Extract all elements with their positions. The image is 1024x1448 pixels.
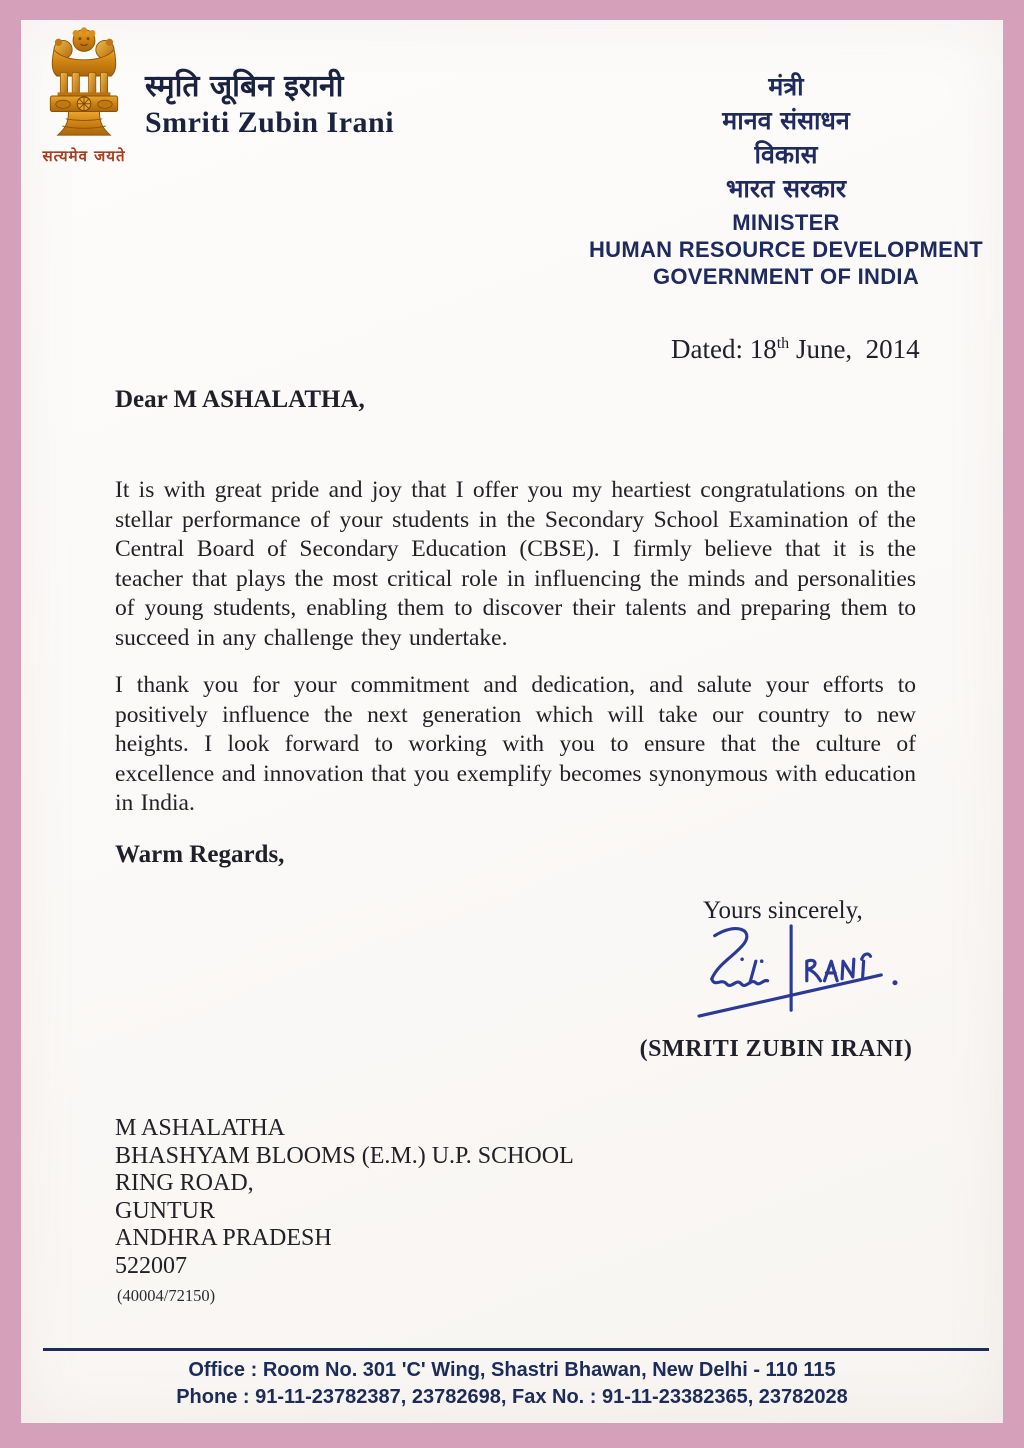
sender-name-hindi: स्मृति जूबिन इरानी	[145, 69, 344, 104]
recipient-school: BHASHYAM BLOOMS (E.M.) U.P. SCHOOL	[115, 1142, 574, 1169]
signoff: Yours sincerely,	[703, 897, 863, 924]
footer-contact-block	[21, 1357, 1003, 1411]
recipient-city: GUNTUR	[115, 1197, 215, 1224]
closing: Warm Regards,	[115, 841, 285, 868]
office-line-government: GOVERNMENT OF INDIA	[652, 264, 920, 289]
emblem-motto: सत्यमेव जयते	[42, 147, 126, 165]
salutation: Dear M ASHALATHA,	[115, 386, 365, 413]
footer-divider	[43, 1348, 989, 1351]
date-line	[671, 334, 920, 365]
sender-name-english: Smriti Zubin Irani	[145, 106, 395, 139]
reference-number: (40004/72150)	[117, 1286, 216, 1305]
recipient-street: RING ROAD,	[115, 1170, 254, 1196]
recipient-name: M ASHALATHA	[115, 1115, 286, 1141]
office-line-ministry: HUMAN RESOURCE DEVELOPMENT	[588, 237, 984, 262]
office-line-hindi: विकास	[754, 140, 818, 169]
office-designation-hindi	[581, 70, 991, 206]
typed-signature-name: (SMRITI ZUBIN IRANI)	[639, 1036, 913, 1062]
office-line-hindi: मानव संसाधन	[722, 106, 850, 135]
footer-phone-line: Phone : 91-11-23782387, 23782698, Fax No. : 91-11-23382365, 23782028	[176, 1386, 848, 1408]
letter-page	[21, 20, 1003, 1423]
date-ordinal: th	[776, 335, 790, 352]
office-line-minister: MINISTER	[732, 210, 840, 235]
handwritten-signature	[687, 922, 907, 1020]
office-designation-english	[581, 209, 991, 290]
date-rest: June, 2014	[789, 334, 920, 364]
office-line-hindi: भारत सरकार	[725, 174, 847, 203]
office-line-hindi: मंत्री	[768, 72, 804, 101]
recipient-state: ANDHRA PRADESH	[115, 1225, 332, 1251]
date-prefix: Dated: 18	[671, 334, 777, 364]
footer-office-line: Office : Room No. 301 'C' Wing, Shastri Bhawan, New Delhi - 110 115	[188, 1359, 836, 1381]
recipient-pincode: 522007	[115, 1252, 187, 1279]
ashoka-emblem-icon	[37, 25, 131, 147]
office-designation-block	[581, 70, 991, 290]
body-paragraph-1: It is with great pride and joy that I offer you my heartiest congratulations on the stellar performance of your students in the Secondary School Examination of the Central Board of Secondary Education (CBSE). I firmly believe that it is the teacher that plays the most critical role in influencing the minds and personalities of young students, enabling them to discover their talents and preparing them to succeed in any challenge they undertake.	[115, 477, 916, 651]
recipient-address	[115, 1115, 574, 1280]
body-paragraph-2: I thank you for your commitment and dedication, and salute your efforts to positively influence the next generation which will take our country to new heights. I look forward to working with you to ensure that the culture of excellence and innovation that you exemplify becomes synonymous with education in India.	[115, 672, 916, 816]
